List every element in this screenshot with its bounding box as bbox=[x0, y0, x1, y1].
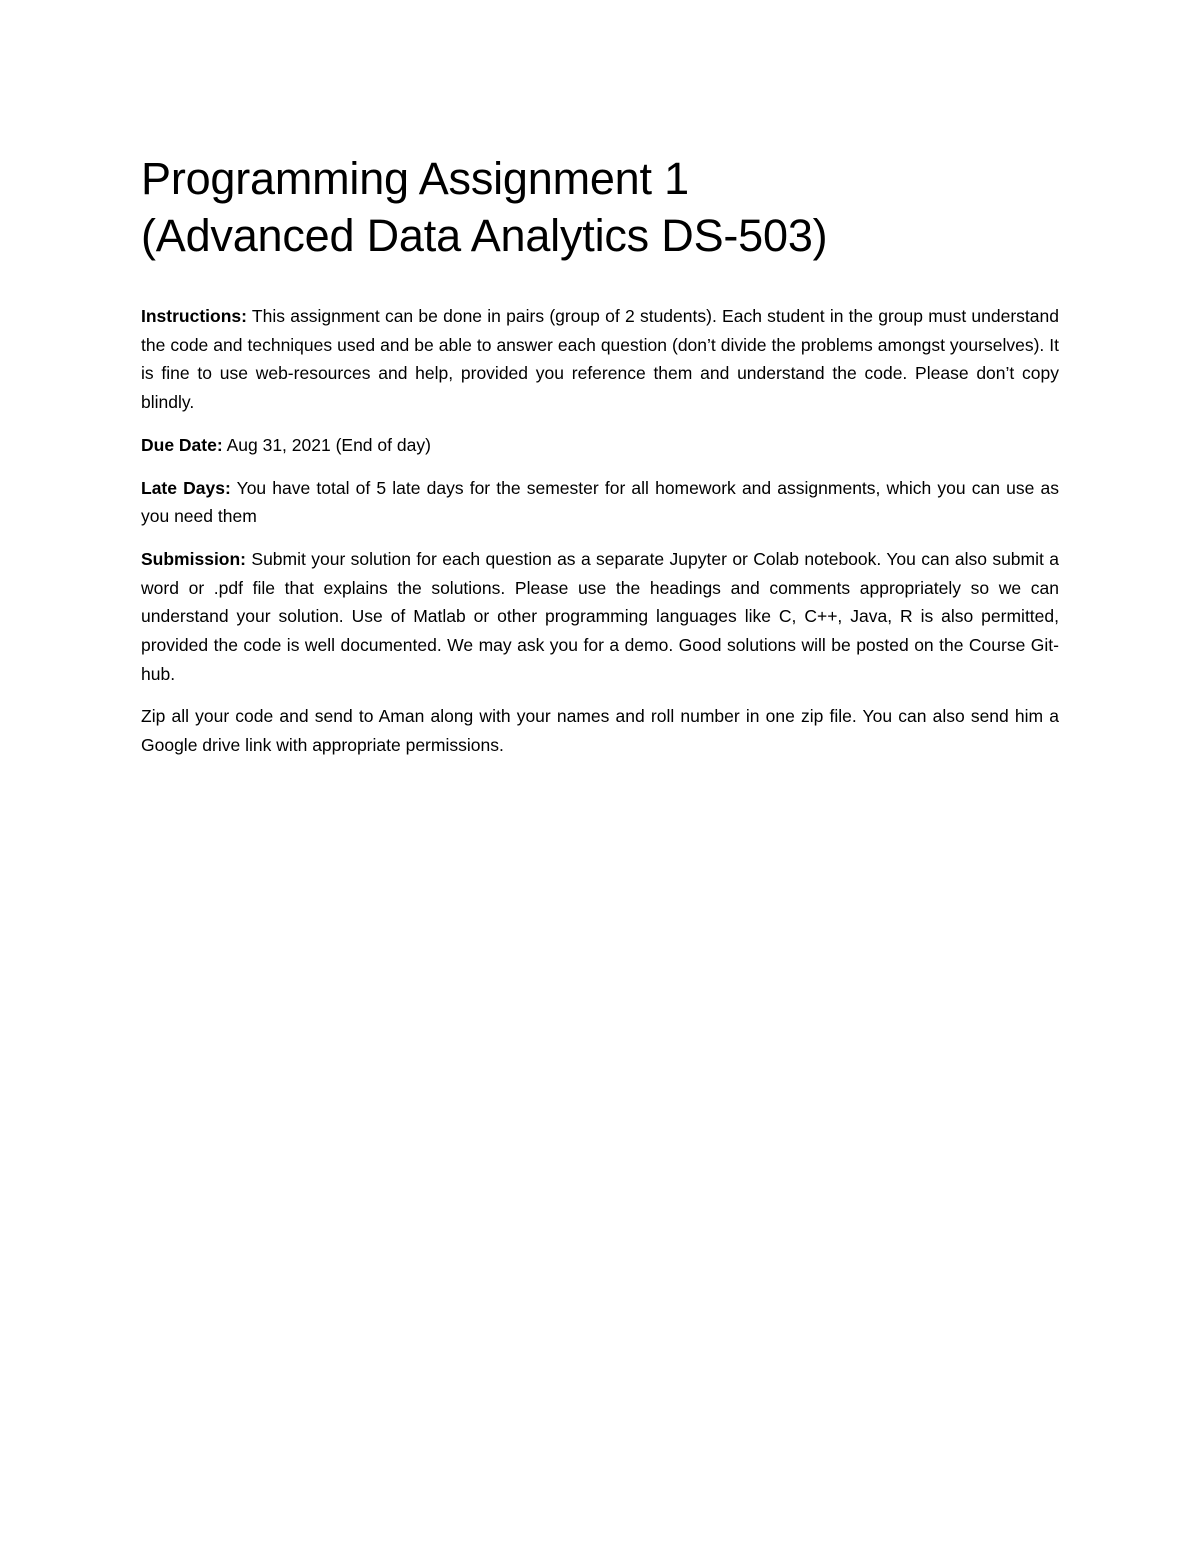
late-days-label: Late Days: bbox=[141, 477, 231, 498]
title-line-2: (Advanced Data Analytics DS-503) bbox=[141, 210, 828, 261]
document-body bbox=[141, 302, 1059, 760]
instructions-paragraph bbox=[141, 302, 1059, 417]
document-title bbox=[141, 150, 1059, 264]
late-days-text: You have total of 5 late days for the semester for all homework and assignments, which you can use as you need them bbox=[141, 477, 1059, 527]
submission-text: Submit your solution for each question as a separate Jupyter or Colab notebook. You can also submit a word or .pdf file that explains the solutions. Please use the headings and comments appropriately so we can understand your solution. Use of Matlab or other programming languages like C, C++, Java, R is also permitted, provided the code is well documented. We may ask you for a demo. Good solutions will be posted on the Course Git-hub. bbox=[141, 548, 1059, 684]
submission-label: Submission: bbox=[141, 548, 247, 569]
submission-paragraph bbox=[141, 545, 1059, 689]
document-content bbox=[141, 150, 1059, 760]
instructions-label: Instructions: bbox=[141, 306, 247, 326]
due-date-label: Due Date: bbox=[141, 434, 223, 455]
late-days-paragraph bbox=[141, 474, 1059, 531]
zip-note-paragraph: Zip all your code and send to Aman along with your names and roll number in one zip file. You can also send him a Google drive link with appropriate permissions. bbox=[141, 706, 1059, 756]
title-line-1: Programming Assignment 1 bbox=[141, 153, 689, 204]
due-date-text: Aug 31, 2021 (End of day) bbox=[222, 434, 431, 455]
instructions-text: This assignment can be done in pairs (group of 2 students). Each student in the group must understand the code and techniques used and be able to answer each question (don’t divide the problems amongst yourselves). It is fine to use web-resources and help, provided you reference them and understand the code. Please don’t copy blindly. bbox=[141, 306, 1059, 413]
due-date-paragraph bbox=[141, 431, 1059, 460]
